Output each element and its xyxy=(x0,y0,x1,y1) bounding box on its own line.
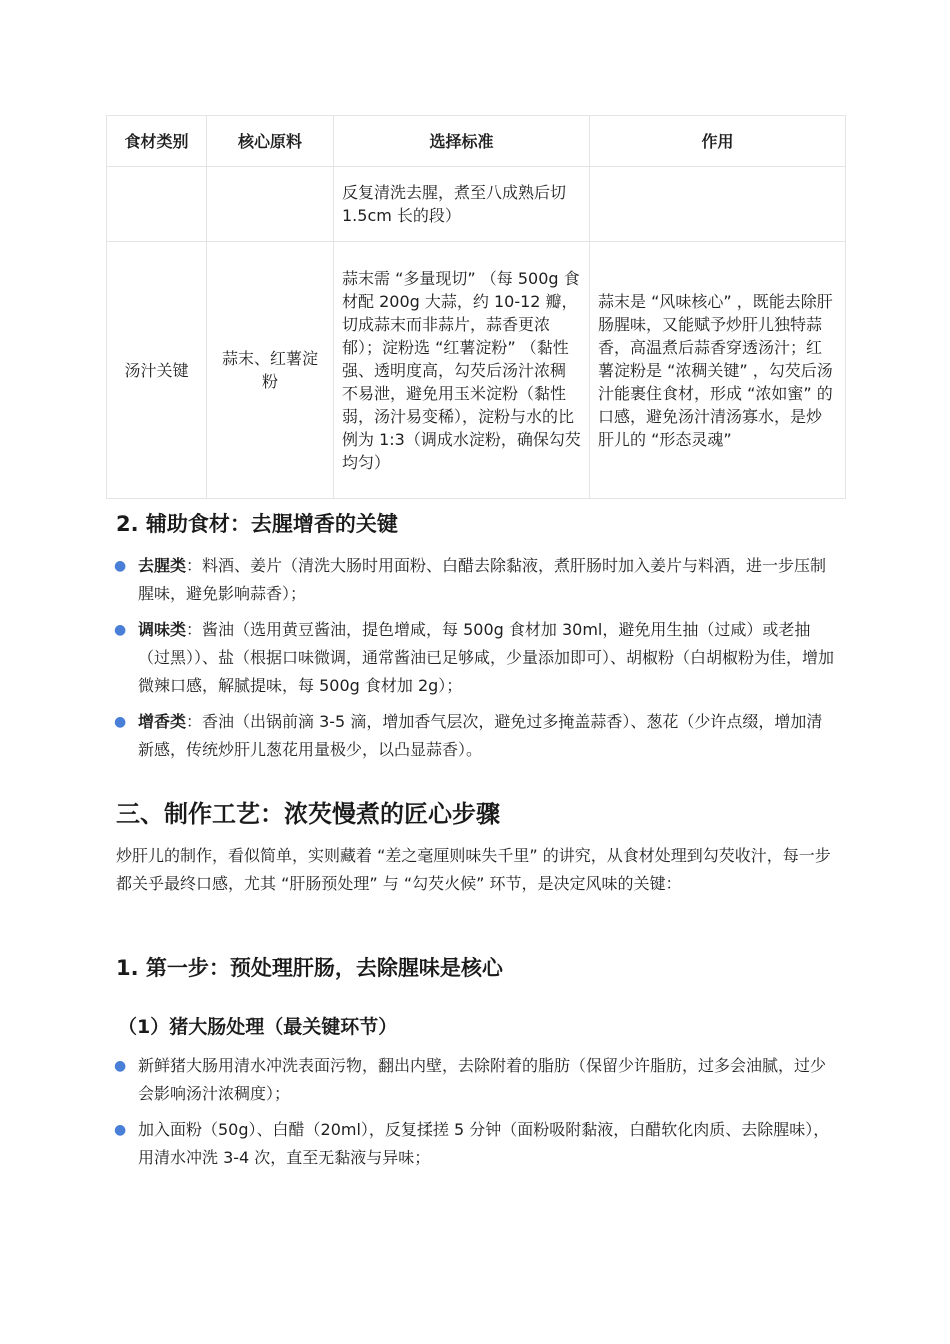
item-text: 新鲜猪大肠用清水冲洗表面污物，翻出内壁，去除附着的脂肪（保留少许脂肪，过多会油腻，过少会影响汤汁浓稠度）； xyxy=(138,1056,827,1103)
cell-category: 汤汁关键 xyxy=(107,242,207,499)
item-label: 调味类 xyxy=(138,620,187,639)
aux-list xyxy=(112,552,834,772)
cell-material: 蒜末、红薯淀粉 xyxy=(207,242,334,499)
item-label: 增香类 xyxy=(138,712,187,731)
cell-standard: 反复清洗去腥，煮至八成熟后切 1.5cm 长的段） xyxy=(334,167,590,242)
header-standard: 选择标准 xyxy=(334,116,590,167)
bullet-icon: ● xyxy=(114,1122,127,1138)
table-header-row xyxy=(107,116,846,167)
step1-subheading: （1）猪大肠处理（最关键环节） xyxy=(118,1016,398,1038)
table-row xyxy=(107,242,846,499)
cell-standard: 蒜末需 “多量现切” （每 500g 食材配 200g 大蒜，约 10-12 瓣，切成蒜末而非蒜片，蒜香更浓郁）；淀粉选 “红薯淀粉” （黏性强、透明度高，勾芡后汤汁浓稠不易泄，避免用玉米淀粉（黏性弱，汤汁易变稀），淀粉与水的比例为 1:3（调成水淀粉，确保勾芡均匀） xyxy=(334,242,590,499)
item-label: 去腥类 xyxy=(138,556,187,575)
item-text: 加入面粉（50g）、白醋（20ml），反复揉搓 5 分钟（面粉吸附黏液，白醋软化肉质、去除腥味），用清水冲洗 3-4 次，直至无黏液与异味； xyxy=(138,1120,830,1167)
cell-effect: 蒜末是 “风味核心” ，既能去除肝肠腥味，又能赋予炒肝儿独特蒜香，高温煮后蒜香穿透汤汁；红薯淀粉是 “浓稠关键” ，勾芡后汤汁能裹住食材，形成 “浓如蜜” 的口感，避免汤汁清汤寡水，是炒肝儿的 “形态灵魂” xyxy=(590,242,846,499)
table-row xyxy=(107,167,846,242)
item-text: ：香油（出锅前滴 3-5 滴，增加香气层次，避免过多掩盖蒜香）、葱花（少许点缀，增加清新感，传统炒肝儿葱花用量极少，以凸显蒜香）。 xyxy=(138,712,823,759)
ingredients-table xyxy=(106,115,846,499)
item-text: ：料酒、姜片（清洗大肠时用面粉、白醋去除黏液，煮肝肠时加入姜片与料酒，进一步压制腥味，避免影响蒜香）； xyxy=(138,556,827,603)
section-craft-heading: 三、制作工艺：浓芡慢煮的匠心步骤 xyxy=(116,800,500,828)
list-item xyxy=(112,552,834,608)
bullet-icon: ● xyxy=(114,714,127,730)
craft-intro: 炒肝儿的制作，看似简单，实则藏着 “差之毫厘则味失千里” 的讲究，从食材处理到勾芡收汁，每一步都关乎最终口感，尤其 “肝肠预处理” 与 “勾芡火候” 环节，是决定风味的关键： xyxy=(116,846,831,893)
bullet-icon: ● xyxy=(114,1058,127,1074)
header-material: 核心原料 xyxy=(207,116,334,167)
list-item xyxy=(112,616,834,700)
bullet-icon: ● xyxy=(114,622,127,638)
cell-material xyxy=(207,167,334,242)
step1-list xyxy=(112,1052,834,1180)
item-text: ：酱油（选用黄豆酱油，提色增咸，每 500g 食材加 30ml，避免用生抽（过咸）或老抽（过黑））、盐（根据口味微调，通常酱油已足够咸，少量添加即可）、胡椒粉（白胡椒粉为佳，增加微辣口感，解腻提味，每 500g 食材加 2g）； xyxy=(138,620,835,695)
bullet-icon: ● xyxy=(114,558,127,574)
step1-heading: 1. 第一步：预处理肝肠，去除腥味是核心 xyxy=(116,956,503,980)
list-item xyxy=(112,708,834,764)
section-aux-heading: 2. 辅助食材：去腥增香的关键 xyxy=(116,512,398,536)
header-effect: 作用 xyxy=(590,116,846,167)
header-category: 食材类别 xyxy=(107,116,207,167)
list-item xyxy=(112,1116,834,1172)
cell-effect xyxy=(590,167,846,242)
list-item xyxy=(112,1052,834,1108)
cell-category xyxy=(107,167,207,242)
